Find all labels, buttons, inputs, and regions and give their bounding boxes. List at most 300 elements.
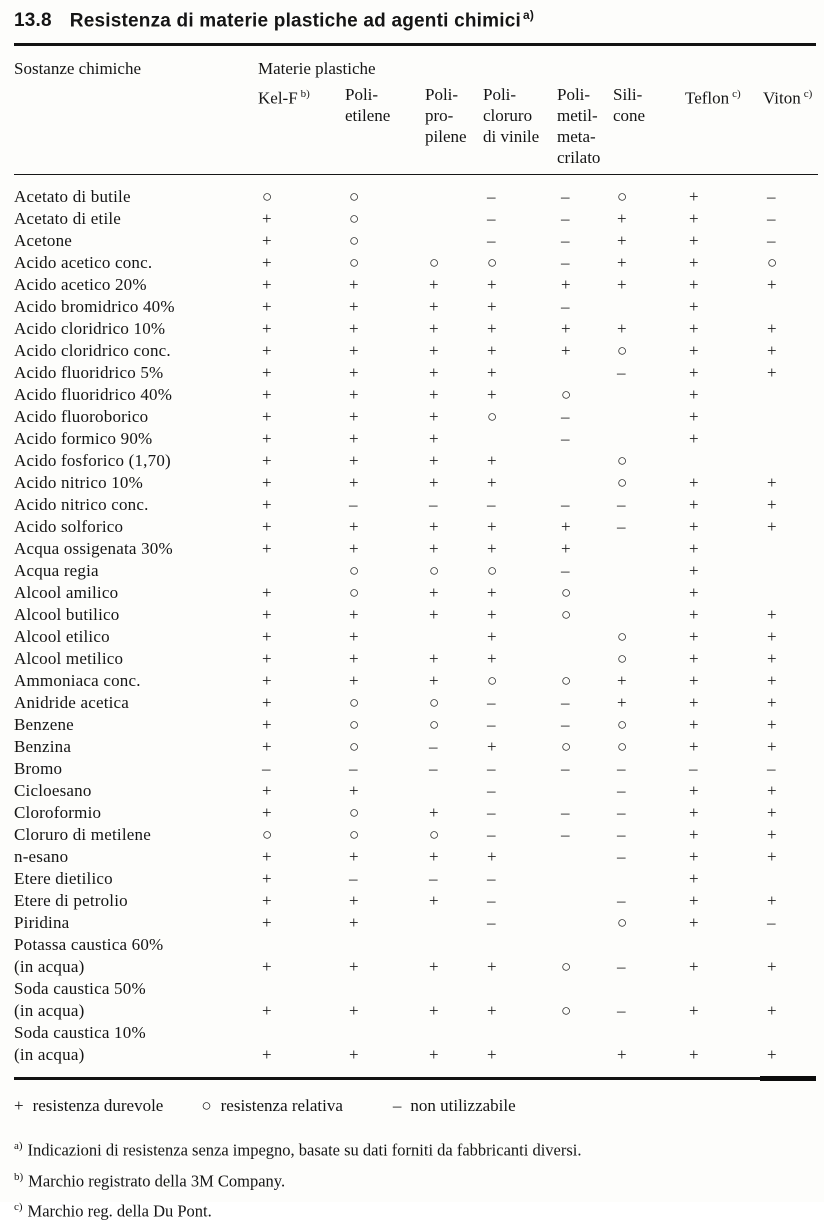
minus-symbol: –	[561, 495, 570, 515]
plus-symbol: +	[262, 693, 272, 713]
empty-cell	[483, 978, 557, 1000]
plus-symbol: +	[487, 605, 497, 625]
circle-symbol: ○	[349, 209, 360, 229]
table-row	[14, 175, 818, 209]
empty-cell	[258, 978, 345, 1000]
empty-cell	[763, 450, 818, 472]
table-row	[14, 648, 818, 670]
minus-symbol: –	[561, 253, 570, 273]
circle-symbol: ○	[429, 715, 440, 735]
plus-symbol: +	[487, 473, 497, 493]
substance-label: Cloroformio	[14, 803, 102, 823]
plus-symbol: +	[262, 715, 272, 735]
empty-cell	[557, 934, 613, 956]
plus-symbol: +	[617, 671, 627, 691]
plus-symbol: +	[429, 671, 439, 691]
table-row	[14, 384, 818, 406]
empty-cell	[613, 384, 685, 406]
minus-symbol: –	[617, 957, 626, 977]
minus-symbol: –	[487, 495, 496, 515]
substance-label: Acido fluoridrico 5%	[14, 363, 164, 383]
plus-symbol: +	[349, 649, 359, 669]
plus-symbol: +	[262, 495, 272, 515]
empty-cell	[613, 604, 685, 626]
empty-cell	[345, 978, 425, 1000]
empty-cell	[557, 978, 613, 1000]
plus-symbol: +	[262, 627, 272, 647]
plus-symbol: +	[429, 539, 439, 559]
substance-label: Acido fosforico (1,70)	[14, 451, 171, 471]
minus-symbol: –	[561, 187, 570, 207]
plus-symbol: +	[429, 341, 439, 361]
plus-symbol: +	[487, 297, 497, 317]
substance-label: Cicloesano	[14, 781, 92, 801]
circle-symbol: ○	[617, 715, 628, 735]
empty-cell	[613, 582, 685, 604]
plus-symbol: +	[689, 781, 699, 801]
minus-symbol: –	[617, 363, 626, 383]
empty-cell	[763, 582, 818, 604]
circle-symbol: ○	[487, 407, 498, 427]
plus-symbol: +	[689, 473, 699, 493]
plus-symbol: +	[349, 297, 359, 317]
footnote-mark: c)	[732, 88, 741, 101]
circle-symbol: ○	[349, 803, 360, 823]
plus-symbol: +	[429, 649, 439, 669]
empty-cell	[613, 296, 685, 318]
empty-cell	[763, 406, 818, 428]
empty-cell	[557, 648, 613, 670]
substance-label: Acetone	[14, 231, 73, 251]
circle-symbol: ○	[561, 957, 572, 977]
substance-label: Acido acetico conc.	[14, 253, 153, 273]
plus-symbol: +	[429, 451, 439, 471]
table-row	[14, 934, 818, 956]
circle-symbol: ○	[429, 561, 440, 581]
circle-symbol: ○	[429, 693, 440, 713]
circle-symbol: ○	[617, 341, 628, 361]
circle-symbol: ○	[561, 671, 572, 691]
substance-label: (in acqua)	[14, 1001, 85, 1021]
plus-symbol: +	[617, 275, 627, 295]
table-row	[14, 1022, 818, 1044]
empty-cell	[425, 912, 483, 934]
substances-column-header: Sostanze chimiche	[14, 59, 141, 79]
top-rule	[14, 43, 816, 46]
empty-cell	[613, 406, 685, 428]
plus-symbol: +	[767, 605, 777, 625]
plus-symbol: +	[429, 385, 439, 405]
plus-symbol: +	[349, 627, 359, 647]
plus-symbol: +	[689, 407, 699, 427]
substance-label: Soda caustica 50%	[14, 979, 146, 999]
plus-symbol: +	[349, 319, 359, 339]
plus-symbol: +	[262, 363, 272, 383]
minus-symbol: –	[487, 715, 496, 735]
column-header-policlorurodivinile: Poli- cloruro di vinile	[483, 82, 557, 175]
plus-symbol: +	[689, 341, 699, 361]
plus-symbol: +	[262, 1001, 272, 1021]
minus-symbol: –	[561, 407, 570, 427]
empty-cell	[685, 934, 763, 956]
table-row	[14, 340, 818, 362]
table-row	[14, 560, 818, 582]
footnote-text: Marchio reg. della Du Pont.	[27, 1201, 212, 1221]
circle-symbol: ○	[429, 825, 440, 845]
table-row	[14, 1000, 818, 1022]
circle-symbol: ○	[767, 253, 778, 273]
plus-symbol: +	[617, 253, 627, 273]
plus-symbol: +	[262, 341, 272, 361]
minus-symbol: –	[487, 913, 496, 933]
plus-symbol: +	[262, 253, 272, 273]
minus-symbol: –	[429, 737, 438, 757]
table-row	[14, 604, 818, 626]
plus-symbol: +	[617, 209, 627, 229]
plus-symbol: +	[617, 319, 627, 339]
table-row	[14, 670, 818, 692]
table-header	[14, 54, 818, 175]
plus-symbol: +	[689, 561, 699, 581]
minus-symbol: –	[689, 759, 698, 779]
plus-symbol: +	[767, 737, 777, 757]
plus-symbol: +	[487, 363, 497, 383]
circle-symbol: ○	[349, 561, 360, 581]
substance-label: Alcool metilico	[14, 649, 124, 669]
plus-symbol: +	[262, 913, 272, 933]
title-text: Resistenza di materie plastiche ad agenti chimici $^{a)}$	[69, 8, 535, 32]
plus-symbol: +	[429, 957, 439, 977]
plus-symbol: +	[689, 869, 699, 889]
plus-symbol: +	[429, 297, 439, 317]
table-row	[14, 274, 818, 296]
table-row	[14, 406, 818, 428]
empty-cell	[483, 1022, 557, 1044]
circle-symbol: ○	[617, 649, 628, 669]
empty-cell	[557, 1044, 613, 1066]
empty-cell	[613, 1022, 685, 1044]
plus-symbol: +	[689, 737, 699, 757]
plus-symbol: +	[349, 539, 359, 559]
table-row	[14, 956, 818, 978]
plus-symbol: +	[767, 847, 777, 867]
plus-symbol: +	[262, 385, 272, 405]
footnote-mark: a)	[14, 1140, 23, 1153]
plus-symbol: +	[262, 275, 272, 295]
plus-symbol: +	[262, 737, 272, 757]
table-row	[14, 714, 818, 736]
circle-symbol: ○	[617, 737, 628, 757]
footnote-mark: c)	[14, 1201, 23, 1214]
plus-symbol: +	[349, 429, 359, 449]
empty-cell	[685, 450, 763, 472]
plus-symbol: +	[487, 737, 497, 757]
plus-symbol: +	[429, 583, 439, 603]
plus-symbol: +	[349, 451, 359, 471]
legend-item-relative	[201, 1095, 343, 1117]
plus-symbol: +	[767, 671, 777, 691]
plus-symbol: +	[767, 363, 777, 383]
plus-symbol: +	[767, 495, 777, 515]
substance-label: Alcool butilico	[14, 605, 120, 625]
table-row	[14, 362, 818, 384]
substance-label: Soda caustica 10%	[14, 1023, 146, 1043]
plus-symbol: +	[262, 583, 272, 603]
empty-cell	[763, 296, 818, 318]
plus-symbol: +	[349, 385, 359, 405]
empty-cell	[345, 1022, 425, 1044]
empty-cell	[557, 626, 613, 648]
empty-cell	[258, 560, 345, 582]
legend-label: resistenza relativa	[220, 1096, 343, 1116]
empty-cell	[345, 934, 425, 956]
minus-symbol: –	[487, 891, 496, 911]
table-row	[14, 626, 818, 648]
substance-label: Acido fluoroborico	[14, 407, 149, 427]
empty-cell	[613, 934, 685, 956]
circle-symbol: ○	[561, 605, 572, 625]
footnote-mark: c)	[803, 88, 813, 101]
plus-symbol: +	[349, 1001, 359, 1021]
chemical-resistance-table	[14, 54, 818, 1066]
empty-cell	[258, 934, 345, 956]
empty-cell	[613, 560, 685, 582]
circle-symbol: ○	[617, 913, 628, 933]
plus-symbol: +	[767, 957, 777, 977]
plus-symbol: +	[767, 341, 777, 361]
plus-symbol: +	[689, 319, 699, 339]
empty-cell	[425, 175, 483, 209]
plus-symbol: +	[262, 451, 272, 471]
plus-symbol: +	[689, 693, 699, 713]
minus-symbol: –	[487, 231, 496, 251]
title-footnote-mark: a)	[522, 8, 535, 22]
plus-symbol: +	[767, 825, 777, 845]
empty-cell	[483, 428, 557, 450]
plus-symbol: +	[689, 1001, 699, 1021]
substance-label: Acido nitrico conc.	[14, 495, 149, 515]
circle-symbol: ○	[561, 385, 572, 405]
plus-symbol: +	[487, 1045, 497, 1065]
minus-symbol: –	[617, 803, 626, 823]
column-header-kelf: Kel-F $^{b)}$	[258, 82, 345, 175]
plus-symbol: +	[689, 803, 699, 823]
column-header-viton: Viton $^{c)}$	[763, 82, 818, 175]
plus-symbol: +	[429, 1045, 439, 1065]
circle-symbol: ○	[561, 737, 572, 757]
circle-symbol: ○	[349, 231, 360, 251]
plus-symbol: +	[767, 1045, 777, 1065]
plus-symbol: +	[767, 649, 777, 669]
plus-symbol: +	[689, 891, 699, 911]
plus-symbol: +	[689, 825, 699, 845]
plus-symbol: +	[349, 407, 359, 427]
empty-cell	[557, 472, 613, 494]
circle-symbol: ○	[349, 187, 360, 207]
minus-symbol: –	[767, 209, 776, 229]
substance-label: Ammoniaca conc.	[14, 671, 141, 691]
substance-label: Etere di petrolio	[14, 891, 128, 911]
minus-symbol: –	[487, 693, 496, 713]
table-row	[14, 978, 818, 1000]
plus-symbol: +	[561, 539, 571, 559]
empty-cell	[425, 626, 483, 648]
empty-cell	[763, 428, 818, 450]
table-row	[14, 736, 818, 758]
substance-label: Acido formico 90%	[14, 429, 153, 449]
table-row	[14, 252, 818, 274]
minus-symbol: –	[429, 869, 438, 889]
plus-symbol: +	[429, 1001, 439, 1021]
plus-symbol: +	[349, 473, 359, 493]
plus-symbol: +	[689, 231, 699, 251]
table-row	[14, 230, 818, 252]
minus-symbol: –	[561, 561, 570, 581]
substance-label: Acido cloridrico 10%	[14, 319, 166, 339]
plus-symbol: +	[689, 539, 699, 559]
minus-symbol: –	[561, 231, 570, 251]
plus-symbol: +	[767, 1001, 777, 1021]
table-row	[14, 516, 818, 538]
empty-cell	[557, 362, 613, 384]
minus-symbol: –	[487, 759, 496, 779]
circle-symbol: ○	[349, 737, 360, 757]
footnote-a	[14, 1133, 816, 1164]
plus-symbol: +	[262, 781, 272, 801]
plus-symbol: +	[487, 539, 497, 559]
table-row	[14, 912, 818, 934]
empty-cell	[425, 1022, 483, 1044]
plus-symbol: +	[767, 319, 777, 339]
footnote-b	[14, 1164, 816, 1195]
plus-symbol: +	[262, 473, 272, 493]
minus-symbol: –	[617, 847, 626, 867]
plus-symbol: +	[262, 671, 272, 691]
minus-symbol: –	[767, 187, 776, 207]
plus-symbol: +	[429, 605, 439, 625]
plus-symbol: +	[349, 517, 359, 537]
table-row	[14, 868, 818, 890]
minus-symbol: –	[392, 1096, 402, 1116]
plus-symbol: +	[262, 605, 272, 625]
plus-symbol: +	[689, 187, 699, 207]
substance-label: Bromo	[14, 759, 63, 779]
footnote-c	[14, 1194, 816, 1225]
plus-symbol: +	[689, 957, 699, 977]
circle-symbol: ○	[561, 583, 572, 603]
table-row	[14, 780, 818, 802]
substance-label: Etere dietilico	[14, 869, 113, 889]
plus-symbol: +	[262, 319, 272, 339]
plus-symbol: +	[767, 275, 777, 295]
minus-symbol: –	[561, 715, 570, 735]
plus-symbol: +	[262, 517, 272, 537]
plus-symbol: +	[429, 847, 439, 867]
plus-symbol: +	[349, 363, 359, 383]
footnote-text: Marchio registrato della 3M Company.	[28, 1171, 286, 1191]
plus-symbol: +	[767, 517, 777, 537]
empty-cell	[763, 538, 818, 560]
empty-cell	[557, 868, 613, 890]
plus-symbol: +	[561, 275, 571, 295]
table-row	[14, 890, 818, 912]
minus-symbol: –	[429, 495, 438, 515]
table-row	[14, 472, 818, 494]
plus-symbol: +	[349, 671, 359, 691]
plus-symbol: +	[262, 1045, 272, 1065]
substance-label: Piridina	[14, 913, 70, 933]
empty-cell	[685, 978, 763, 1000]
minus-symbol: –	[487, 825, 496, 845]
empty-cell	[557, 890, 613, 912]
empty-cell	[425, 230, 483, 252]
plus-symbol: +	[429, 275, 439, 295]
circle-symbol: ○	[617, 187, 628, 207]
legend	[14, 1095, 816, 1117]
minus-symbol: –	[349, 869, 358, 889]
plus-symbol: +	[349, 913, 359, 933]
plus-symbol: +	[767, 627, 777, 647]
legend-item-durable	[14, 1095, 163, 1117]
plus-symbol: +	[689, 605, 699, 625]
plus-symbol: +	[487, 1001, 497, 1021]
substance-label: Acido fluoridrico 40%	[14, 385, 173, 405]
minus-symbol: –	[487, 803, 496, 823]
section-number: 13.8	[14, 10, 52, 32]
circle-symbol: ○	[262, 187, 273, 207]
minus-symbol: –	[561, 297, 570, 317]
substance-label: Acido nitrico 10%	[14, 473, 143, 493]
minus-symbol: –	[617, 517, 626, 537]
plus-symbol: +	[617, 693, 627, 713]
plus-symbol: +	[689, 627, 699, 647]
minus-symbol: –	[617, 495, 626, 515]
circle-symbol: ○	[349, 715, 360, 735]
table-row	[14, 692, 818, 714]
plus-symbol: +	[349, 957, 359, 977]
legend-label: non utilizzabile	[410, 1096, 516, 1116]
plus-symbol: +	[429, 891, 439, 911]
footnotes	[14, 1133, 816, 1225]
empty-cell	[557, 912, 613, 934]
empty-cell	[763, 560, 818, 582]
plus-symbol: +	[429, 473, 439, 493]
circle-symbol: ○	[349, 825, 360, 845]
page-title	[14, 8, 816, 32]
plus-symbol: +	[689, 913, 699, 933]
plus-symbol: +	[689, 1045, 699, 1065]
circle-symbol: ○	[487, 253, 498, 273]
substance-label: Benzene	[14, 715, 74, 735]
minus-symbol: –	[487, 869, 496, 889]
plus-symbol: +	[487, 341, 497, 361]
empty-cell	[763, 868, 818, 890]
substance-label: n-esano	[14, 847, 69, 867]
minus-symbol: –	[561, 429, 570, 449]
plus-symbol: +	[349, 891, 359, 911]
plus-symbol: +	[487, 847, 497, 867]
minus-symbol: –	[617, 891, 626, 911]
substance-label: (in acqua)	[14, 957, 85, 977]
plus-symbol: +	[689, 385, 699, 405]
empty-cell	[425, 780, 483, 802]
plus-symbol: +	[429, 363, 439, 383]
minus-symbol: –	[767, 759, 776, 779]
circle-symbol: ○	[617, 473, 628, 493]
plus-symbol: +	[487, 649, 497, 669]
empty-cell	[613, 428, 685, 450]
plus-symbol: +	[262, 231, 272, 251]
